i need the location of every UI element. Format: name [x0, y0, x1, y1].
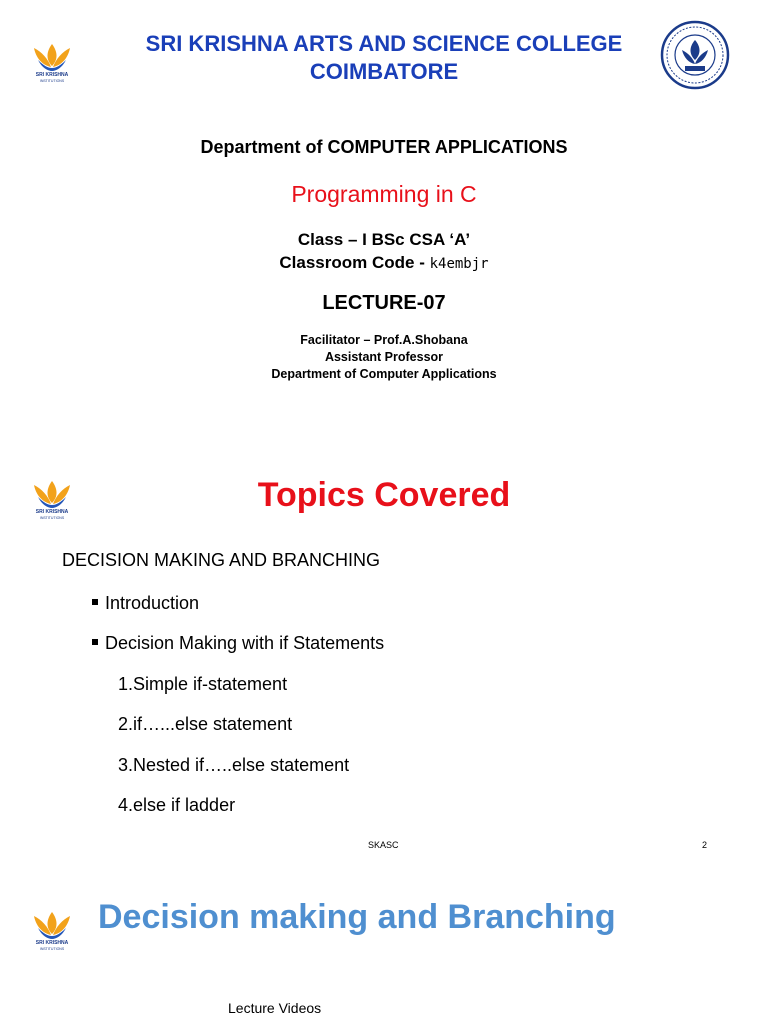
sub-item: 1.Simple if-statement [118, 674, 288, 694]
college-name [0, 30, 768, 86]
page-number: 2 [702, 840, 708, 850]
classroom-code-label: Classroom Code - [279, 253, 430, 272]
college-name-line2: COIMBATORE [309, 59, 459, 84]
lotus-logo-icon [30, 906, 74, 942]
logo-tagline: INSTITUTIONS [39, 79, 65, 83]
bullet-item [92, 593, 199, 614]
department-title: Department of COMPUTER APPLICATIONS [200, 137, 568, 157]
facilitator-name: Facilitator – Prof.A.Shobana [300, 333, 468, 347]
square-bullet-icon [92, 639, 98, 645]
classroom-code-value: k4embjr [429, 256, 489, 272]
logo-tagline: INSTITUTIONS [39, 947, 65, 951]
logo-text: SRI KRISHNA [35, 940, 69, 946]
institution-logo [30, 906, 74, 958]
college-name-line1: SRI KRISHNA ARTS AND SCIENCE COLLEGE [145, 31, 623, 56]
title-slide [0, 0, 768, 432]
topics-slide [0, 432, 768, 864]
decision-making-slide [0, 864, 768, 1024]
square-bullet-icon [92, 599, 98, 605]
lecture-number: LECTURE-07 [322, 292, 446, 314]
college-seal-icon [660, 20, 730, 90]
class-line: Class – I BSc CSA ‘A’ [297, 230, 471, 249]
section-heading: DECISION MAKING AND BRANCHING [62, 550, 381, 570]
lecture-videos-caption: Lecture Videos [228, 1000, 322, 1016]
facilitator-designation: Assistant Professor [324, 350, 444, 364]
bullet-text: Introduction [105, 593, 200, 613]
facilitator-department: Department of Computer Applications [271, 367, 497, 381]
logo-text: SRI KRISHNA [35, 72, 69, 78]
bullet-item [92, 633, 384, 654]
facilitator-info [0, 332, 768, 383]
bullet-text: Decision Making with if Statements [105, 633, 385, 653]
college-seal [660, 20, 730, 90]
sub-item: 3.Nested if…..else statement [118, 755, 350, 775]
footer-label: SKASC [368, 840, 399, 850]
sub-item: 4.else if ladder [118, 795, 236, 815]
class-info [0, 228, 768, 276]
classroom-code-line [0, 251, 768, 276]
logo-tagline: INSTITUTIONS [39, 516, 65, 520]
slide-title: Topics Covered [257, 476, 511, 514]
slide-title: Decision making and Branching [98, 898, 616, 936]
course-title: Programming in C [291, 181, 477, 207]
sub-item: 2.if…...else statement [118, 714, 293, 734]
logo-text: SRI KRISHNA [35, 509, 69, 515]
